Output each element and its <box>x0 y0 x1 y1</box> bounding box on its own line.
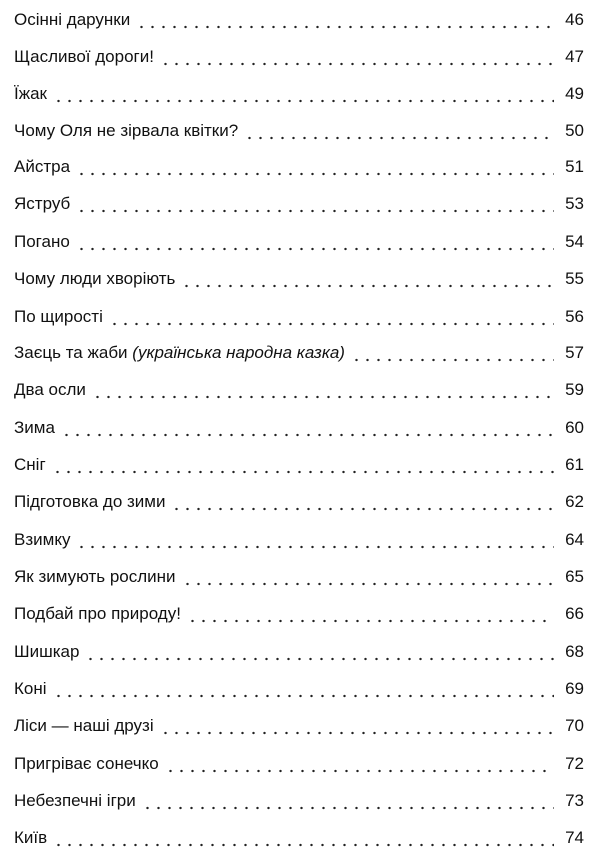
dot-leader <box>136 9 554 29</box>
toc-entry[interactable] <box>14 339 584 363</box>
entry-title: Чому люди хворіють <box>14 269 176 288</box>
toc-entry[interactable] <box>14 638 584 662</box>
dot-leader <box>52 454 554 474</box>
page-number: 68 <box>565 642 584 661</box>
page-number: 73 <box>565 791 584 810</box>
page-number: 66 <box>565 604 584 623</box>
dot-leader <box>53 827 554 847</box>
toc-entry[interactable] <box>14 600 584 624</box>
toc-entry[interactable] <box>14 787 584 811</box>
toc-entry[interactable] <box>14 265 584 289</box>
page-number: 50 <box>565 121 584 140</box>
page-number: 49 <box>565 84 584 103</box>
page-number: 54 <box>565 232 584 251</box>
toc-entry[interactable] <box>14 117 584 141</box>
dot-leader <box>160 715 554 735</box>
toc-entry[interactable] <box>14 712 584 736</box>
dot-leader <box>61 417 554 437</box>
page-number: 62 <box>565 492 584 511</box>
entry-title: Шишкар <box>14 642 80 661</box>
toc-entry[interactable] <box>14 80 584 104</box>
dot-leader <box>171 491 554 511</box>
toc-entry[interactable] <box>14 43 584 67</box>
entry-title: Яструб <box>14 194 71 213</box>
page-number: 51 <box>565 157 584 176</box>
dot-leader <box>142 790 554 810</box>
page-number: 46 <box>565 10 584 29</box>
toc-entry[interactable] <box>14 228 584 252</box>
toc-entry[interactable] <box>14 414 584 438</box>
toc-entry[interactable] <box>14 526 584 550</box>
dot-leader <box>181 268 554 288</box>
entry-title: Київ <box>14 828 48 847</box>
dot-leader <box>53 678 554 698</box>
entry-title: По щирості <box>14 307 103 326</box>
page-number: 70 <box>565 716 584 735</box>
page-number: 59 <box>565 380 584 399</box>
page-number: 53 <box>565 194 584 213</box>
toc-entry[interactable] <box>14 488 584 512</box>
dot-leader <box>76 156 554 176</box>
dot-leader <box>76 193 554 213</box>
entry-title: Пригріває сонечко <box>14 754 159 773</box>
dot-leader <box>165 753 554 773</box>
dot-leader <box>76 231 554 251</box>
toc-entry[interactable] <box>14 303 584 327</box>
dot-leader <box>76 529 554 549</box>
page-number: 47 <box>565 47 584 66</box>
entry-title: Два осли <box>14 380 86 399</box>
entry-title: Зима <box>14 418 55 437</box>
page-number: 64 <box>565 530 584 549</box>
toc-entry[interactable] <box>14 190 584 214</box>
toc-entry[interactable] <box>14 153 584 177</box>
entry-title: Як зимують рослини <box>14 567 176 586</box>
toc-entry[interactable] <box>14 376 584 400</box>
entry-title: Підготовка до зими <box>14 492 166 511</box>
entry-title: Осінні дарунки <box>14 10 131 29</box>
page-number: 72 <box>565 754 584 773</box>
entry-title: Щасливої дороги! <box>14 47 154 66</box>
entry-title: Коні <box>14 679 47 698</box>
toc-entry[interactable] <box>14 675 584 699</box>
page-number: 60 <box>565 418 584 437</box>
page-number: 55 <box>565 269 584 288</box>
entry-title: Їжак <box>14 84 47 103</box>
dot-leader <box>53 83 554 103</box>
page-number: 56 <box>565 307 584 326</box>
page-number: 65 <box>565 567 584 586</box>
dot-leader <box>351 342 554 362</box>
entry-title: Подбай про природу! <box>14 604 181 623</box>
dot-leader <box>85 641 554 661</box>
page-number: 61 <box>565 455 584 474</box>
entry-title-main: Заєць та жаби <box>14 343 128 362</box>
entry-title: Сніг <box>14 455 46 474</box>
entry-title: Айстра <box>14 157 71 176</box>
dot-leader <box>109 306 554 326</box>
dot-leader <box>187 603 554 623</box>
dot-leader <box>244 120 554 140</box>
entry-title: Чому Оля не зірвала квітки? <box>14 121 239 140</box>
toc-entry[interactable] <box>14 6 584 30</box>
toc-entry[interactable] <box>14 824 584 848</box>
page-number: 69 <box>565 679 584 698</box>
entry-title: Погано <box>14 232 70 251</box>
toc-entry[interactable] <box>14 563 584 587</box>
entry-title: Небезпечні ігри <box>14 791 136 810</box>
entry-title <box>14 343 351 363</box>
dot-leader <box>160 46 554 66</box>
page-number: 74 <box>565 828 584 847</box>
page-number: 57 <box>565 343 584 362</box>
entry-subtitle: (українська народна казка) <box>132 343 345 362</box>
toc-entry[interactable] <box>14 750 584 774</box>
dot-leader <box>182 566 554 586</box>
toc-entry[interactable] <box>14 451 584 475</box>
entry-title: Ліси — наші друзі <box>14 716 154 735</box>
entry-title: Взимку <box>14 530 71 549</box>
dot-leader <box>92 379 554 399</box>
